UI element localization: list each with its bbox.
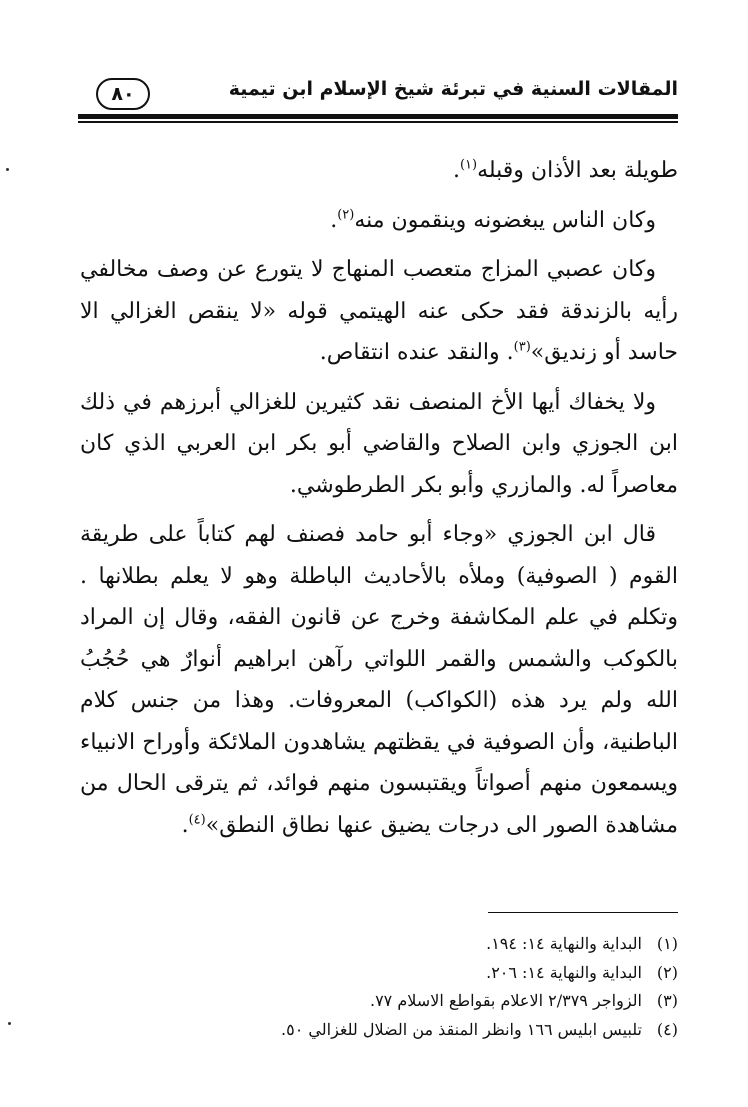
paragraph-2: وكان الناس يبغضونه وينقمون منه$^{(٢)}$. (330, 207, 656, 233)
footnote-text: البداية والنهاية ١٤: ٢٠٦. (486, 962, 642, 982)
page-header (78, 74, 678, 114)
footnotes (200, 930, 678, 1044)
running-title: المقالات السنية في تبرئة شيخ الإسلام ابن تيمية (228, 78, 678, 100)
footnote-1 (200, 930, 678, 959)
footnote-ref-1: (١) (459, 157, 478, 173)
paragraph-3: وكان عصبي المزاج متعصب المنهاج لا يتورع عن وصف مخالفي رأيه بالزندقة فقد حكى عنه الهيتمي قوله «لا ينقص الغزالي الا حاسد أو زنديق»$^{(٣)}$. والنقد عنده انتقاص. (80, 257, 678, 365)
footnote-text: البداية والنهاية ١٤: ١٩٤. (486, 934, 642, 953)
paragraph-4: ولا يخفاك أيها الأخ المنصف نقد كثيرين للغزالي أبرزهم في ذلك ابن الجوزي وابن الصلاح والقاضي أبو بكر ابن العربي الذي كان معاصراً له. والمازري وأبو بكر الطرطوشي. (80, 389, 678, 498)
paragraph-5: قال ابن الجوزي «وجاء أبو حامد فصنف لهم كتاباً على طريقة القوم ( الصوفية) وملأه بالأحاديث الباطلة وهو لا يعلم بطلانها . وتكلم في علم المكاشفة وخرج عن قانون الفقه، وقال إن المراد بالكوكب والشمس والقمر اللواتي رآهن ابراهيم أنوارٌ هي حُجُبُ الله ولم يرد هذه (الكواكب) المعروفات. وهذا من جنس كلام الباطنية، وأن الصوفية في يقظتهم يشاهدون الملائكة وأوراح الانبياء ويسمعون منهم أصواتاً ويقتبسون منهم فوائد، ثم يترقى الحال من مشاهدة الصور الى درجات يضيق عنها نطاق النطق»$^{(٤)}$. (80, 522, 678, 838)
footnote-number: (٢) (656, 962, 678, 982)
footnote-separator (488, 912, 678, 913)
footnote-ref-4: (٤) (188, 812, 206, 828)
header-rule-thin (78, 121, 678, 123)
footnote-text: تلبيس ابليس ١٦٦ وانظر المنقذ من الضلال للغزالي ٥٠. (281, 1019, 642, 1039)
footnote-2 (200, 959, 678, 988)
header-rule-thick (78, 114, 678, 119)
footnote-number: (١) (656, 934, 678, 953)
body-text (80, 150, 678, 854)
footnote-number: (٣) (656, 991, 678, 1010)
footnote-ref-3: (٣) (513, 339, 531, 355)
footnote-4 (200, 1016, 678, 1045)
scan-margin-dot (6, 168, 9, 171)
footnote-text: الزواجر ٢/٣٧٩ الاعلام بقواطع الاسلام ٧٧. (369, 991, 642, 1010)
footnote-3 (200, 987, 678, 1016)
footnote-ref-2: (٢) (337, 207, 355, 223)
footnote-number: (٤) (656, 1019, 678, 1039)
scan-margin-dot (8, 1022, 11, 1025)
page-number: ٨٠ (96, 78, 150, 110)
paragraph-1: طويلة بعد الأذان وقبله$^{(١)}$. (452, 157, 678, 183)
